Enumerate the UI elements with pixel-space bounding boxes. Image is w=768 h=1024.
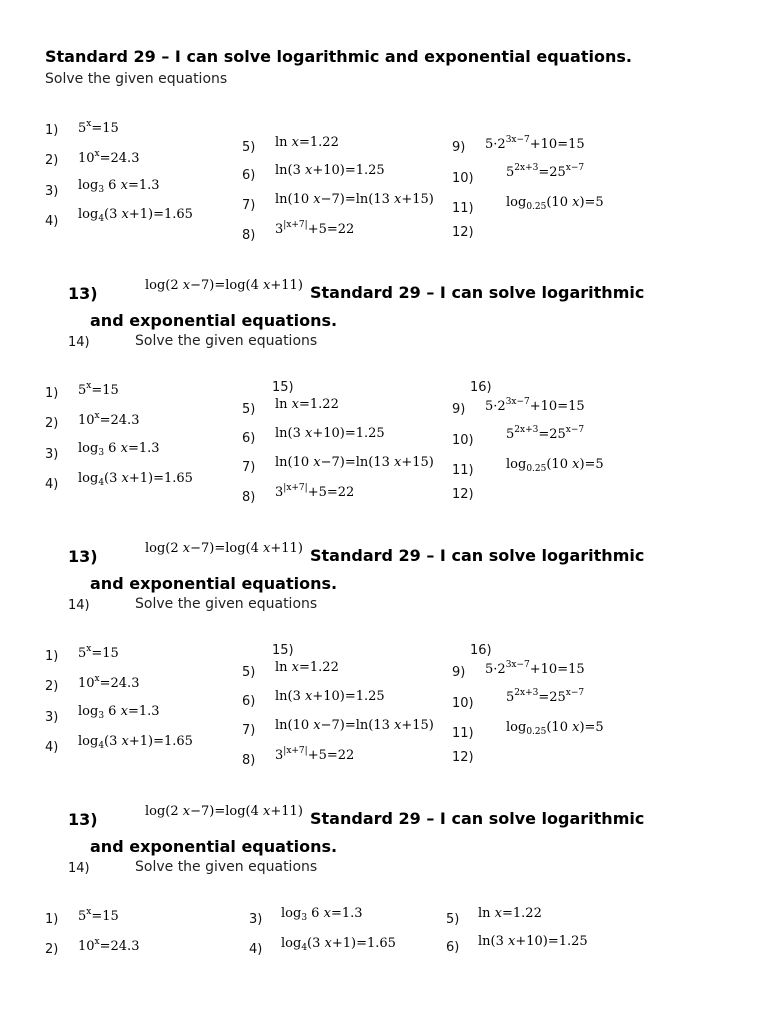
problem-number: 9) (452, 140, 466, 155)
section-subtitle: Solve the given equations (135, 333, 318, 349)
problem-number: 5) (242, 140, 256, 155)
problem-number: 7) (242, 723, 256, 738)
problem-number: 11) (452, 201, 474, 216)
problem-number: 1) (45, 386, 59, 401)
problem-number: 14) (68, 335, 90, 350)
problem-number: 1) (45, 123, 59, 138)
equation: $5^{2x+3}=25^{x-7}$ (506, 688, 585, 705)
problem-number: 14) (68, 598, 90, 613)
equation: $5\cdot 2^{3x-7}+10=15$ (485, 397, 585, 414)
equation: $\log_4(3$ x+1)=1.65 (78, 471, 193, 488)
problem-number: 5) (242, 402, 256, 417)
equation: $\log_{0.25}(10$ x)=5 (506, 720, 604, 737)
equation: log(2 x−7)=log(4 x+11) (145, 804, 303, 819)
equation: $5^x=15$ (78, 907, 119, 924)
equation: $\log_3 6$ x=1.3 (78, 704, 160, 721)
problem-number: 5) (446, 912, 460, 927)
problem-number: 7) (242, 198, 256, 213)
problem-number: 4) (45, 477, 59, 492)
problem-number: 3) (45, 710, 59, 725)
equation: log(2 x−7)=log(4 x+11) (145, 278, 303, 293)
equation: $5^x=15$ (78, 381, 119, 398)
equation: $5^x=15$ (78, 119, 119, 136)
equation: ln(3 x+10)=1.25 (275, 426, 385, 441)
problem-number: 2) (45, 942, 59, 957)
problem-number: 3) (249, 912, 263, 927)
equation: $\log_4(3$ x+1)=1.65 (78, 734, 193, 751)
problem-number: 13) (68, 547, 98, 566)
problem-number: 12) (452, 750, 474, 765)
page-title: Standard 29 – I can solve logarithmic and exponential equations. (45, 47, 632, 66)
equation: $5^x=15$ (78, 644, 119, 661)
problem-number: 2) (45, 679, 59, 694)
problem-number: 13) (68, 810, 98, 829)
section-title-cont: and exponential equations. (90, 574, 338, 593)
problem-number: 11) (452, 463, 474, 478)
problem-number: 15) (272, 380, 294, 395)
equation: $5^{2x+3}=25^{x-7}$ (506, 163, 585, 180)
equation: $10^x=24.3$ (78, 674, 140, 691)
problem-number: 6) (446, 940, 460, 955)
problem-number: 4) (45, 214, 59, 229)
problem-number: 1) (45, 649, 59, 664)
equation: ln(10 x−7)=ln(13 x+15) (275, 455, 434, 470)
problem-number: 3) (45, 447, 59, 462)
equation: $5^{2x+3}=25^{x-7}$ (506, 425, 585, 442)
problem-number: 12) (452, 487, 474, 502)
equation: ln x=1.22 (275, 135, 339, 150)
section-subtitle: Solve the given equations (135, 859, 318, 875)
equation: $10^x=24.3$ (78, 149, 140, 166)
problem-number: 2) (45, 153, 59, 168)
equation: $5\cdot 2^{3x-7}+10=15$ (485, 135, 585, 152)
equation: $10^x=24.3$ (78, 937, 140, 954)
equation: ln(3 x+10)=1.25 (275, 689, 385, 704)
equation: $\log_{0.25}(10$ x)=5 (506, 457, 604, 474)
problem-number: 2) (45, 416, 59, 431)
equation: $\log_4(3$ x+1)=1.65 (78, 207, 193, 224)
equation: $3^{|x+7|}+5=22$ (275, 220, 355, 237)
problem-number: 6) (242, 694, 256, 709)
equation: ln x=1.22 (275, 397, 339, 412)
problem-number: 16) (470, 380, 492, 395)
section-title: Standard 29 – I can solve logarithmic (310, 809, 645, 828)
problem-number: 8) (242, 490, 256, 505)
problem-number: 11) (452, 726, 474, 741)
equation: $3^{|x+7|}+5=22$ (275, 483, 355, 500)
section-title: Standard 29 – I can solve logarithmic (310, 283, 645, 302)
equation: $5\cdot 2^{3x-7}+10=15$ (485, 660, 585, 677)
equation: log(2 x−7)=log(4 x+11) (145, 541, 303, 556)
problem-number: 6) (242, 168, 256, 183)
section-title-cont: and exponential equations. (90, 837, 338, 856)
equation: ln x=1.22 (275, 660, 339, 675)
equation: $\log_3 6$ x=1.3 (78, 441, 160, 458)
problem-number: 14) (68, 861, 90, 876)
problem-number: 1) (45, 912, 59, 927)
equation: ln(3 x+10)=1.25 (275, 163, 385, 178)
equation: ln x=1.22 (478, 906, 542, 921)
problem-number: 7) (242, 460, 256, 475)
problem-number: 10) (452, 171, 474, 186)
equation: $\log_4(3$ x+1)=1.65 (281, 936, 396, 953)
problem-number: 3) (45, 184, 59, 199)
equation: $\log_{0.25}(10$ x)=5 (506, 195, 604, 212)
problem-number: 16) (470, 643, 492, 658)
problem-number: 5) (242, 665, 256, 680)
problem-number: 10) (452, 433, 474, 448)
section-subtitle: Solve the given equations (135, 596, 318, 612)
equation: ln(10 x−7)=ln(13 x+15) (275, 192, 434, 207)
equation: $3^{|x+7|}+5=22$ (275, 746, 355, 763)
equation: ln(3 x+10)=1.25 (478, 934, 588, 949)
problem-number: 8) (242, 228, 256, 243)
problem-number: 4) (249, 942, 263, 957)
equation: $\log_3 6$ x=1.3 (281, 906, 363, 923)
section-title-cont: and exponential equations. (90, 311, 338, 330)
equation: ln(10 x−7)=ln(13 x+15) (275, 718, 434, 733)
page-subtitle: Solve the given equations (45, 71, 228, 87)
problem-number: 8) (242, 753, 256, 768)
section-title: Standard 29 – I can solve logarithmic (310, 546, 645, 565)
problem-number: 12) (452, 225, 474, 240)
problem-number: 10) (452, 696, 474, 711)
problem-number: 15) (272, 643, 294, 658)
problem-number: 13) (68, 284, 98, 303)
equation: $10^x=24.3$ (78, 411, 140, 428)
problem-number: 4) (45, 740, 59, 755)
equation: $\log_3 6$ x=1.3 (78, 178, 160, 195)
problem-number: 9) (452, 665, 466, 680)
problem-number: 6) (242, 431, 256, 446)
problem-number: 9) (452, 402, 466, 417)
